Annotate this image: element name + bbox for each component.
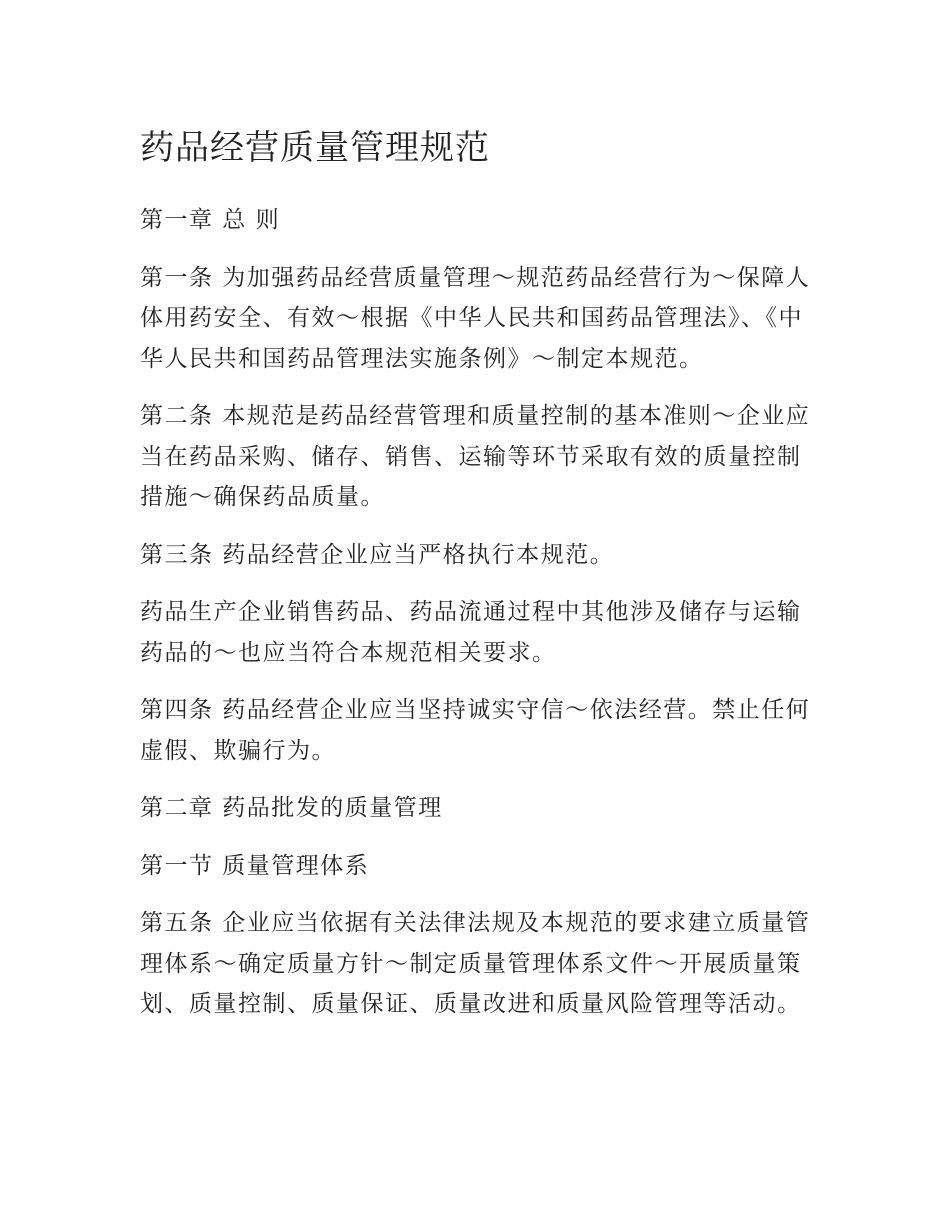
document-title: 药品经营质量管理规范 [140,128,490,168]
article-paragraph: 第五条 企业应当依据有关法律法规及本规范的要求建立质量管理体系～确定质量方针～制定质量管理体系文件～开展质量策划、质量控制、质量保证、质量改进和质量风险管理等活动。 [140,910,811,1017]
document-page [140,122,820,1042]
chapter-heading: 第二章 药品批发的质量管理 [140,795,443,821]
chapter-heading: 第一章 总 则 [140,207,281,233]
article-paragraph: 第二条 本规范是药品经营管理和质量控制的基本准则～企业应当在药品采购、储存、销售、运输等环节采取有效的质量控制措施～确保药品质量。 [140,403,811,510]
article-paragraph: 第四条 药品经营企业应当坚持诚实守信～依法经营。禁止任何虚假、欺骗行为。 [140,697,811,764]
article-paragraph: 药品生产企业销售药品、药品流通过程中其他涉及储存与运输药品的～也应当符合本规范相关要求。 [140,599,802,666]
article-paragraph: 第一条 为加强药品经营质量管理～规范药品经营行为～保障人体用药安全、有效～根据《中华人民共和国药品管理法》、《中华人民共和国药品管理法实施条例》～制定本规范。 [140,264,811,372]
article-paragraph: 第三条 药品经营企业应当严格执行本规范。 [140,541,615,568]
section-heading: 第一节 质量管理体系 [140,852,370,879]
